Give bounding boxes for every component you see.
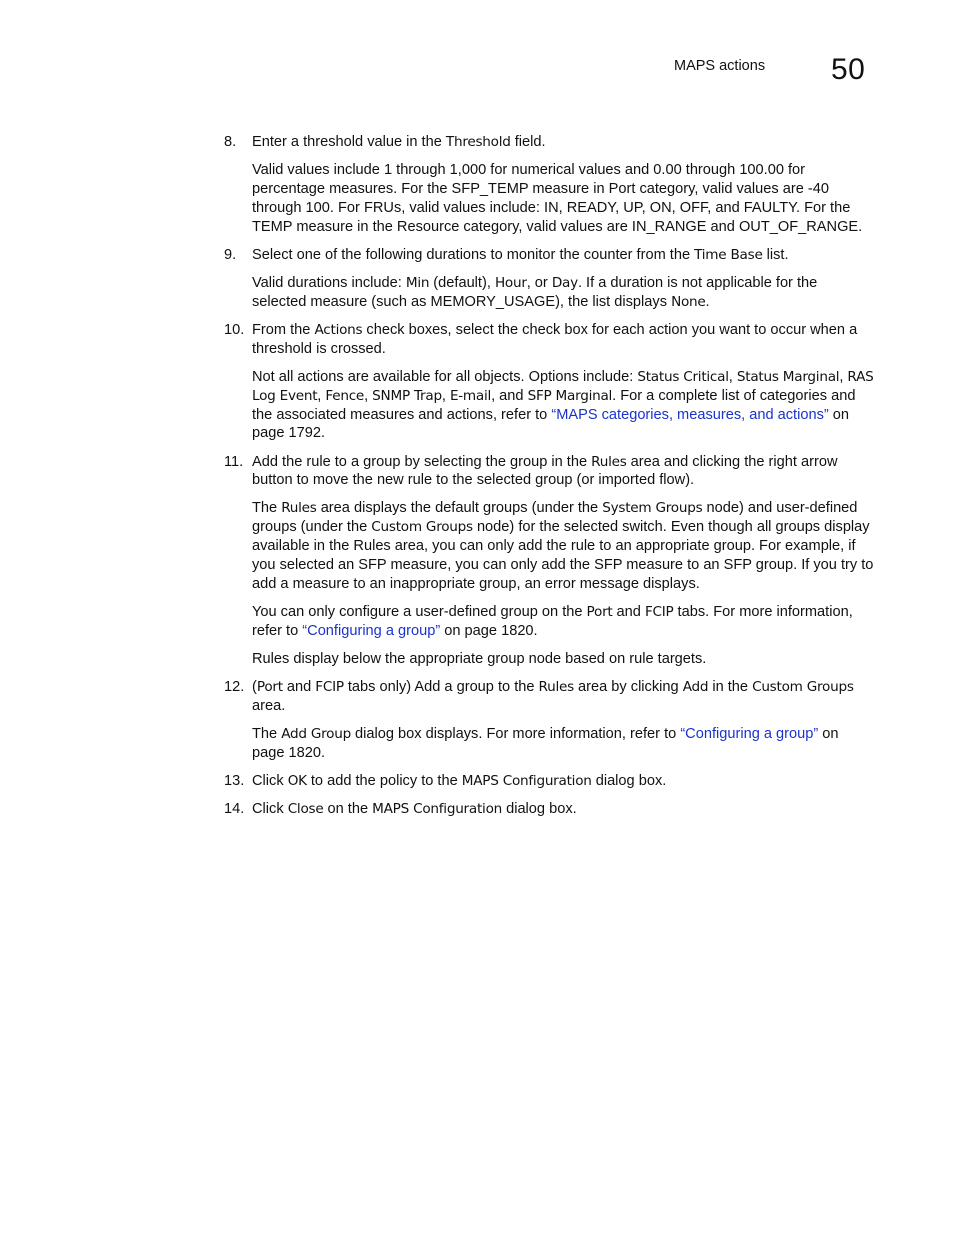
step-10	[224, 321, 874, 443]
ui-term-add: Add	[682, 679, 709, 696]
ui-term-maps-configuration: MAPS Configuration	[461, 773, 592, 789]
ui-term-custom-groups: Custom Groups	[752, 679, 854, 696]
text-run: and	[282, 679, 316, 696]
step-body	[252, 246, 874, 312]
ui-term-rules: Rules	[591, 453, 627, 470]
ui-term-fcip: FCIP	[315, 679, 344, 696]
section-title: MAPS actions	[674, 58, 766, 74]
ui-term-fcip: FCIP	[644, 603, 674, 620]
ui-term-rules: Rules	[538, 679, 574, 696]
text-run: to add the policy to the	[306, 773, 462, 789]
text-run: check boxes, select the check box for each action you want to occur when a threshold is crossed.	[252, 321, 858, 357]
text-run: ,	[317, 387, 326, 404]
text-run: tabs only) Add a group to the	[343, 679, 539, 696]
step-instruction	[252, 133, 874, 152]
text-run: on page 1820.	[440, 622, 538, 639]
ui-term-actions: Actions	[314, 321, 363, 338]
text-run: Add the rule to a group by selecting the group in the	[252, 453, 592, 470]
text-run: area.	[252, 697, 286, 714]
text-run: dialog box.	[502, 801, 577, 818]
text-run: , or	[526, 274, 552, 291]
step-8	[224, 133, 874, 236]
step-number: 10.	[224, 321, 245, 338]
text-run: The	[252, 500, 282, 517]
text-run: Select one of the following durations to monitor the counter from the	[252, 246, 695, 263]
text-run: dialog box.	[591, 773, 667, 789]
text-run: , and	[491, 387, 528, 404]
step-instruction	[252, 678, 874, 716]
ui-term-threshold: Threshold	[445, 134, 511, 150]
step-12	[224, 678, 874, 763]
text-run: node) and user-defined groups (under the	[252, 500, 858, 536]
text-run: ,	[728, 368, 737, 385]
ui-term-system-groups: System Groups	[602, 500, 703, 517]
step-body	[252, 772, 874, 791]
text-run: . If a duration is not applicable for the selected measure (such as MEMORY_USAGE), the list displays	[252, 274, 818, 310]
step-body	[252, 800, 874, 819]
step-instruction	[252, 453, 874, 491]
text-run: Not all actions are available for all objects. Options include:	[252, 368, 638, 385]
text-run: node) for the selected switch. Even though all groups display available in the Rules area, you can only add the rule to an appropriate group. For example, if you selected an SFP measure, you can only add the SFP measure to an SFP group. If you try to add a measure to an inappropriate group, an error message displays.	[252, 519, 874, 592]
chapter-number: 50	[831, 53, 866, 86]
text-run: From the	[252, 321, 315, 338]
ui-term-port: Port	[586, 603, 613, 620]
step-14	[224, 800, 874, 819]
text-run: You can only configure a user-defined group on the	[252, 603, 587, 620]
step-note	[252, 368, 874, 443]
text-run: . For a complete list of categories and the associated measures and actions, refer to	[252, 387, 856, 423]
text-run: The	[252, 726, 282, 743]
text-run: on the	[323, 801, 373, 818]
ui-term-ok: OK	[287, 773, 307, 789]
ui-term-add-group: Add Group	[281, 726, 351, 743]
text-run: (	[252, 679, 257, 696]
step-number: 13.	[224, 773, 245, 789]
ui-term-fence: Fence	[325, 387, 365, 404]
text-run: Click	[252, 801, 288, 818]
step-note	[252, 725, 874, 763]
ui-term-status-marginal: Status Marginal	[736, 368, 840, 385]
text-run: area by clicking	[573, 679, 683, 696]
ui-term-rules: Rules	[281, 500, 317, 517]
text-run: ,	[839, 368, 848, 385]
text-run: (default),	[429, 274, 495, 291]
step-number: 12.	[224, 679, 245, 696]
step-number: 11.	[224, 453, 244, 470]
step-note: Valid values include 1 through 1,000 for numerical values and 0.00 through 100.00 for percentage measures. For the SFP_TEMP measure in Port category, valid values are -40 through 100. For FRUs, valid values include: IN, READY, UP, ON, OFF, and FAULTY. For the TEMP measure in the Resource category, valid values are IN_RANGE and OUT_OF_RANGE.	[252, 162, 863, 235]
ui-term-snmp-trap: SNMP Trap	[372, 387, 442, 404]
text-run: area displays the default groups (under the	[316, 500, 603, 517]
step-body	[252, 453, 874, 669]
step-note	[252, 603, 874, 641]
ui-term-time-base: Time Base	[694, 246, 763, 263]
step-instruction	[252, 772, 874, 791]
step-13	[224, 772, 874, 791]
ui-term-maps-configuration: MAPS Configuration	[372, 801, 503, 818]
text-run: dialog box displays. For more information, refer to	[350, 726, 681, 743]
step-instruction	[252, 246, 874, 265]
text-run: on page 1820.	[252, 726, 839, 761]
step-9	[224, 246, 874, 312]
step-note	[252, 499, 874, 593]
xref-link-maps-categories[interactable]: “MAPS categories, measures, and actions”	[551, 406, 829, 423]
ui-term-custom-groups: Custom Groups	[371, 519, 473, 536]
ui-term-none: None	[671, 293, 706, 310]
text-run: list.	[762, 246, 789, 263]
step-instruction	[252, 800, 874, 819]
ui-term-day: Day	[551, 274, 578, 291]
ui-term-ras-log-event: RAS Log Event	[252, 368, 874, 404]
step-note: Rules display below the appropriate group node based on rule targets.	[252, 650, 707, 667]
step-body	[252, 133, 874, 236]
ui-term-min: Min	[405, 274, 430, 291]
step-11	[224, 453, 874, 669]
text-run: in the	[708, 679, 753, 696]
ui-term-status-critical: Status Critical	[637, 368, 729, 385]
text-run: on page 1792.	[252, 406, 850, 442]
text-run: ,	[441, 387, 450, 404]
text-run: Click	[252, 773, 288, 789]
ui-term-close: Close	[287, 801, 324, 818]
text-run: Valid durations include:	[252, 274, 406, 291]
text-run: and	[612, 603, 645, 620]
step-note	[252, 274, 874, 312]
xref-link-configuring-group[interactable]: “Configuring a group”	[680, 726, 819, 743]
ui-term-email: E-mail	[449, 387, 492, 404]
step-body	[252, 321, 874, 443]
ui-term-sfp-marginal: SFP Marginal	[527, 387, 613, 404]
step-number: 9.	[224, 246, 237, 263]
text-run: area and clicking the right arrow button to move the new rule to the selected group (or imported flow).	[252, 453, 838, 489]
text-run: field.	[510, 134, 546, 150]
xref-link-configuring-group[interactable]: “Configuring a group”	[302, 622, 441, 639]
step-number: 8.	[224, 134, 237, 150]
step-number: 14.	[224, 801, 245, 818]
text-run: tabs. For more information, refer to	[252, 603, 853, 639]
procedure-steps	[224, 133, 874, 828]
text-run: .	[705, 293, 710, 310]
step-instruction	[252, 321, 874, 359]
text-run: Enter a threshold value in the	[252, 134, 446, 150]
ui-term-port: Port	[256, 679, 283, 696]
text-run: ,	[364, 387, 373, 404]
ui-term-hour: Hour	[494, 274, 527, 291]
step-body	[252, 678, 874, 763]
